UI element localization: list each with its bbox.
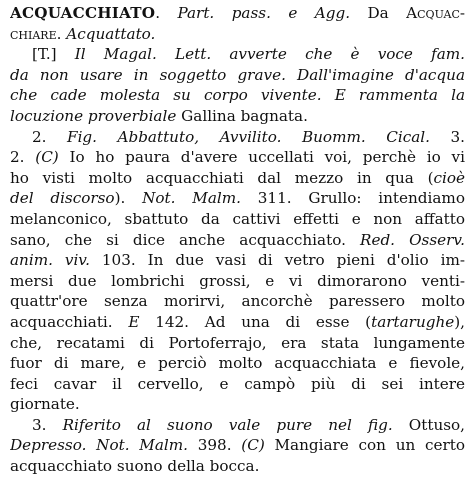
italic-text: E (128, 312, 140, 331)
italic-text: del discorso (10, 189, 115, 208)
entry-line (10, 374, 465, 395)
small-caps-text: Acquac- (406, 4, 465, 22)
italic-text: (C) (241, 436, 265, 455)
text-segment: 2. (10, 148, 36, 167)
entry-line (10, 147, 465, 168)
italic-text: tartarughe (371, 312, 455, 331)
italic-text: che cade molesta su corpo vivente. E rammenta la (10, 86, 465, 105)
italic-text: cioè (433, 168, 465, 187)
text-segment: fuor di mare, e perciò molto acquacchiata e fievole, (10, 354, 465, 373)
entry-line (10, 250, 465, 271)
entry-line (10, 65, 465, 86)
entry-line (10, 312, 465, 333)
dictionary-entry (10, 3, 465, 477)
small-caps-text: chiare (10, 24, 57, 43)
text-segment: 398. (187, 436, 242, 455)
text-segment: giornate. (10, 395, 80, 414)
entry-line (10, 85, 465, 106)
text-segment: acquacchiato suono della bocca. (10, 457, 260, 476)
text-segment: . (56, 24, 67, 43)
entry-line (10, 435, 465, 456)
entry-line (10, 415, 465, 436)
entry-line (10, 168, 465, 189)
text-segment: acquacchiati. (10, 312, 129, 331)
italic-text: Red. Osserv. (360, 230, 465, 249)
entry-line (10, 353, 465, 374)
italic-text: Depresso. Not. Malm. (10, 436, 188, 455)
text-segment: melanconico, sbattuto da cattivi effetti e non affatto (10, 209, 465, 228)
italic-text: Il Magal. Lett. avverte che è voce fam. (74, 45, 465, 64)
text-segment: Ottuso, (392, 415, 465, 434)
entry-line (10, 44, 465, 65)
italic-text: (C) (35, 148, 59, 167)
italic-text: Acquattato. (66, 24, 156, 43)
italic-text: da non usare in soggetto grave. Dall'imagine d'acqua (10, 65, 465, 84)
italic-text: anim. viv. (10, 251, 90, 270)
italic-text: Not. Malm. (142, 189, 241, 208)
entry-line (10, 188, 465, 209)
text-segment: Io ho paura d'avere uccellati voi, perchè io vi (58, 148, 465, 167)
text-segment: Mangiare con un certo (264, 436, 465, 455)
text-segment: che, recatami di Portoferrajo, era stata lungamente (10, 333, 465, 352)
text-segment: feci cavar il cervello, e campò più di sei intere (10, 374, 465, 393)
text-segment: 2. (32, 127, 68, 146)
entry-line (10, 3, 465, 24)
entry-line (10, 127, 465, 148)
text-segment: ho visti molto acquacchiati dal mezzo in qua ( (10, 168, 434, 187)
text-segment: 3. (32, 415, 63, 434)
text-segment: . (155, 4, 178, 22)
text-segment: Gallina bagnata. (176, 106, 308, 125)
text-segment: sano, che si dice anche acquacchiato. (10, 230, 361, 249)
entry-line (10, 106, 465, 127)
headword: ACQUACCHIATO (10, 4, 156, 22)
text-segment: Da (350, 4, 407, 22)
entry-line (10, 456, 465, 477)
italic-text: locuzione proverbiale (10, 106, 177, 125)
text-segment: ), (454, 312, 465, 331)
text-segment: mersi due lombrichi grossi, e vi dimorarono venti- (10, 271, 465, 290)
entry-line (10, 209, 465, 230)
text-segment: [T.] (32, 45, 75, 64)
entry-line (10, 230, 465, 251)
text-segment: quattr'ore senza morirvi, ancorchè paressero molto (10, 292, 465, 311)
entry-line (10, 333, 465, 354)
entry-line (10, 291, 465, 312)
italic-text: Part. pass. e Agg. (177, 4, 351, 22)
italic-text: Riferito al suono vale pure nel fig. (62, 415, 393, 434)
text-segment: 142. Ad una di esse ( (139, 312, 372, 331)
text-segment: 311. Grullo: intendiamo (240, 189, 465, 208)
text-segment: 3. (429, 127, 465, 146)
entry-line (10, 24, 465, 45)
entry-line (10, 394, 465, 415)
entry-line (10, 271, 465, 292)
italic-text: Fig. Abbattuto, Avvilito. Buomm. Cical. (67, 127, 430, 146)
text-segment: ). (114, 189, 143, 208)
text-segment: 103. In due vasi di vetro pieni d'olio im- (89, 251, 465, 270)
